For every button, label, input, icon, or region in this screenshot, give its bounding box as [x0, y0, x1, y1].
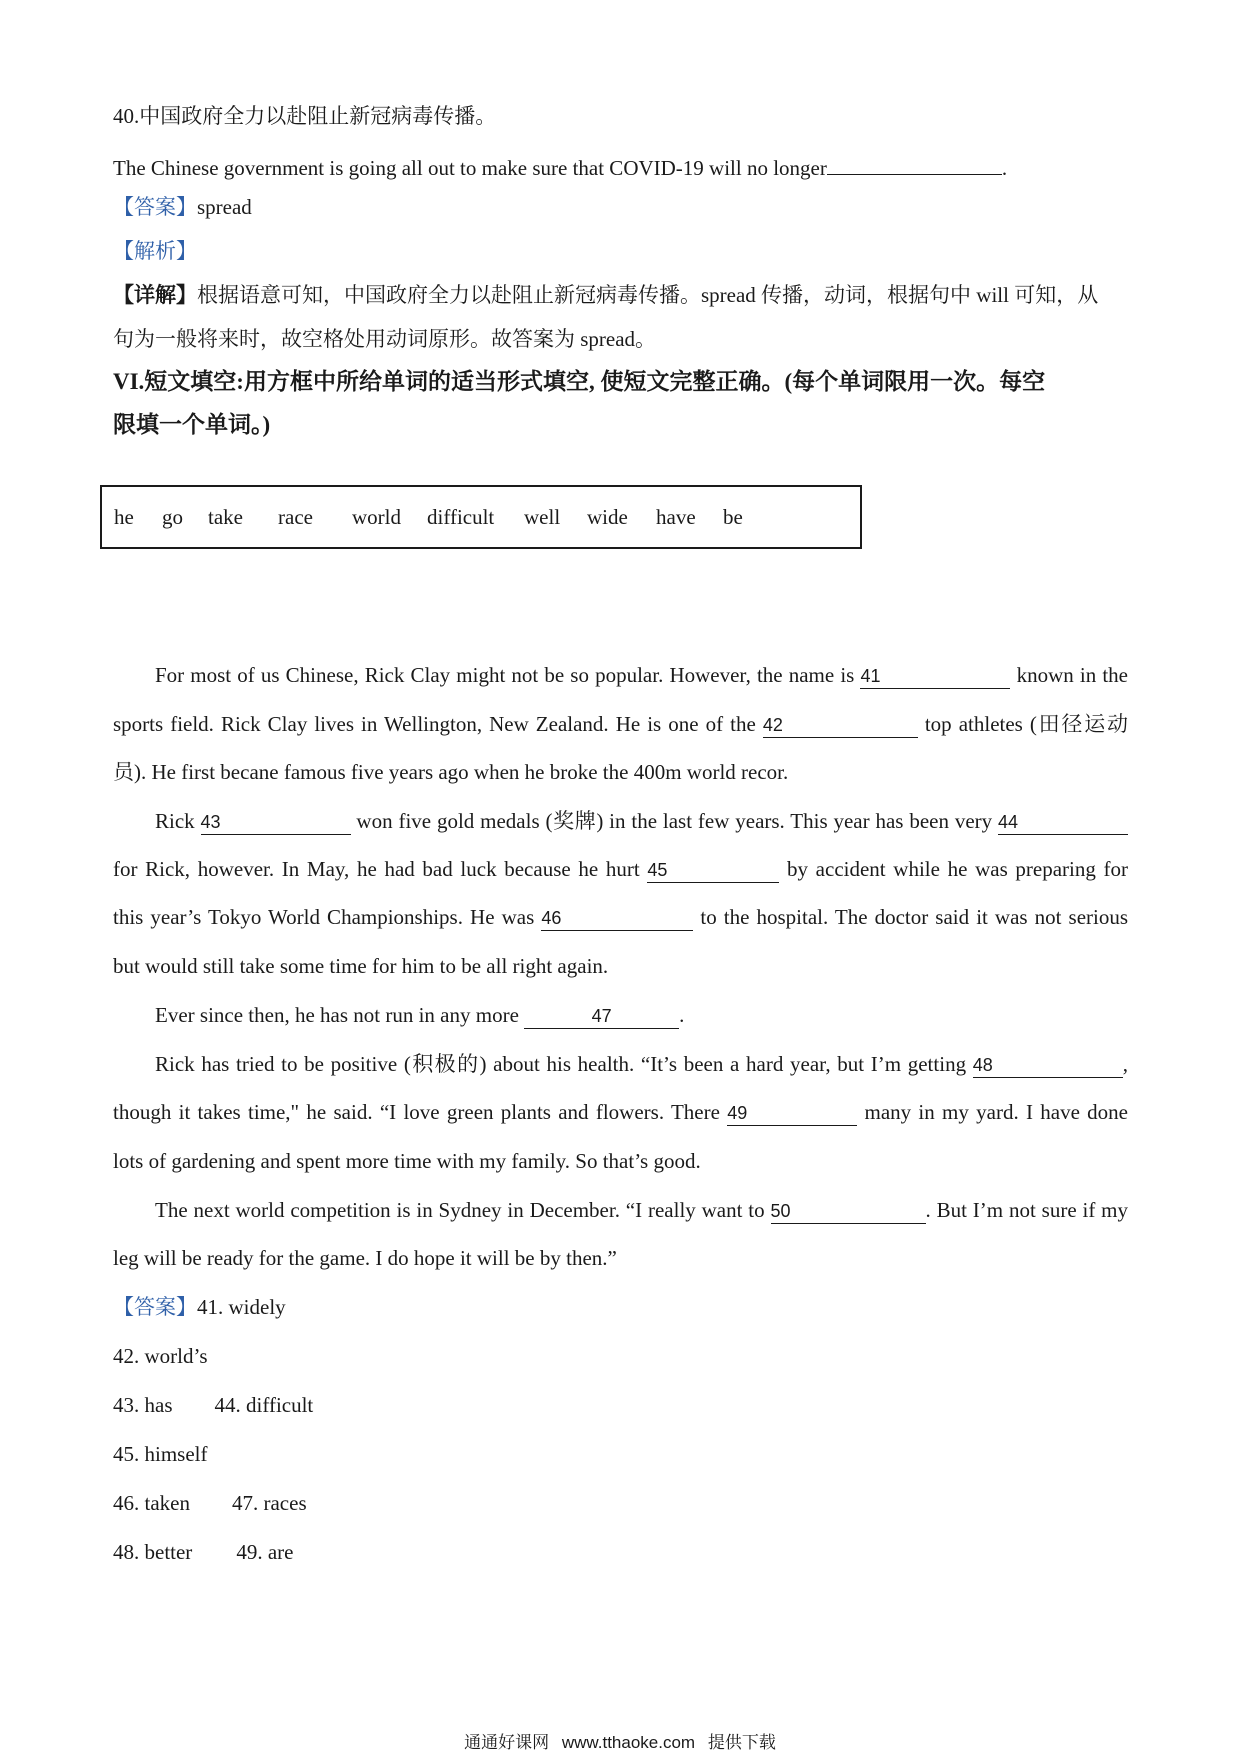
q40-sentence-text: The Chinese government is going all out to make sure that COVID-19 will no longer: [113, 156, 827, 180]
blank-44: 44: [998, 810, 1128, 835]
passage-text: Rick: [155, 809, 195, 833]
word-bank-item: take: [208, 505, 243, 529]
answer-line: [113, 1391, 1128, 1419]
q40-detail-line2: 句为一般将来时，故空格处用动词原形。故答案为 spread。: [113, 327, 657, 351]
passage-text: For most of us Chinese, Rick Clay might not be so popular. However, the name is: [155, 663, 855, 687]
footer-site-name: 通通好课网: [464, 1733, 550, 1752]
answer-line: [113, 1489, 1128, 1517]
footer-download: 提供下载: [707, 1733, 776, 1752]
word-bank-item: well: [524, 505, 561, 529]
passage-text: ,: [1122, 1052, 1128, 1076]
passage-text: won five gold medals (奖牌) in the last few years. This year has been very: [356, 809, 993, 833]
passage-text: to the hospital. The doctor said it was not serious: [700, 905, 1129, 929]
passage-text: .: [679, 1003, 685, 1027]
passage-text: The next world competition is in Sydney in December. “I really want to: [155, 1198, 765, 1222]
answer-48: 48. better: [113, 1540, 193, 1564]
answer-line: [113, 1293, 1128, 1321]
word-bank-item: race: [278, 505, 313, 529]
answer-41: 41. widely: [197, 1295, 286, 1319]
blank-41: 41: [860, 664, 1010, 689]
q40-prompt: 40.中国政府全力以赴阻止新冠病毒传播。: [113, 104, 497, 128]
passage-line: [155, 1050, 1128, 1078]
blank-49: 49: [727, 1101, 857, 1126]
passage-text: sports field. Rick Clay lives in Wellington, New Zealand. He is one of the: [113, 712, 756, 736]
passage-line: 员). He first becane famous five years ago when he broke the 400m world recor.: [113, 760, 789, 784]
q40-blank: [827, 150, 1002, 175]
passage-line: but would still take some time for him to be all right again.: [113, 954, 609, 978]
passage-line: [113, 855, 1128, 883]
blank-48: 48: [973, 1053, 1123, 1078]
blank-50: 50: [771, 1199, 926, 1224]
passage-text: many in my yard. I have done: [864, 1100, 1129, 1124]
answer-46: 46. taken: [113, 1491, 190, 1515]
blank-47: 47: [524, 1004, 679, 1029]
word-bank-item: go: [162, 505, 183, 529]
answer-49: 49. are: [236, 1540, 294, 1564]
passage-text: Rick has tried to be positive (积极的) about his health. “It’s been a hard year, but I’m getting: [155, 1052, 967, 1076]
section-heading-line1: VI.短文填空:用方框中所给单词的适当形式填空, 使短文完整正确。(每个单词限用一次。每空: [113, 369, 1046, 394]
word-bank-item: be: [723, 505, 743, 529]
page-footer: [0, 1728, 1240, 1753]
section-heading-line2: 限填一个单词。): [113, 412, 271, 437]
footer-url[interactable]: www.tthaoke.com: [561, 1733, 696, 1752]
answer-42: 42. world’s: [113, 1344, 208, 1368]
passage-line: [113, 1098, 1128, 1126]
q40-sentence: [113, 150, 1128, 182]
answer-tag: 【答案】: [113, 195, 197, 219]
passage-line: [155, 661, 1128, 689]
q40-detail-line1: [113, 281, 1128, 309]
word-bank-item: he: [114, 505, 134, 529]
passage-line: leg will be ready for the game. I do hope it will be by then.”: [113, 1246, 617, 1270]
passage-text: by accident while he was preparing for: [787, 857, 1129, 881]
word-bank-item: difficult: [427, 505, 495, 529]
passage-line: [155, 807, 1128, 835]
passage-text: though it takes time," he said. “I love green plants and flowers. There: [113, 1100, 720, 1124]
passage-line: [155, 1001, 1128, 1029]
analysis-tag: 【解析】: [113, 239, 197, 263]
passage-text: this year’s Tokyo World Championships. He was: [113, 905, 535, 929]
passage-line: lots of gardening and spent more time with my family. So that’s good.: [113, 1149, 701, 1173]
answer-45: 45. himself: [113, 1442, 208, 1466]
passage-line: [155, 1196, 1128, 1224]
answer-line: [113, 1538, 1128, 1566]
answer-tag: 【答案】: [113, 1295, 197, 1319]
blank-43: 43: [201, 810, 351, 835]
answer-43: 43. has: [113, 1393, 173, 1417]
passage-line: [113, 710, 1128, 738]
passage-text: Ever since then, he has not run in any more: [155, 1003, 519, 1027]
q40-sentence-end: .: [1001, 156, 1008, 180]
passage-text: known in the: [1016, 663, 1128, 687]
passage-text: for Rick, however. In May, he had bad luck because he hurt: [113, 857, 640, 881]
blank-46: 46: [541, 906, 693, 931]
word-bank-item: world: [352, 505, 401, 529]
q40-answer-line: [113, 193, 1128, 221]
blank-42: 42: [763, 713, 918, 738]
detail-text-1: 根据语意可知，中国政府全力以赴阻止新冠病毒传播。spread 传播，动词，根据句中 will 可知，从: [197, 283, 1099, 307]
answer-47: 47. races: [231, 1491, 307, 1515]
answer-44: 44. difficult: [214, 1393, 314, 1417]
passage-text: top athletes (田径运动: [924, 712, 1128, 736]
blank-45: 45: [647, 858, 779, 883]
word-bank-box: [100, 485, 862, 549]
q40-answer: spread: [197, 195, 252, 219]
passage-line: [113, 903, 1128, 931]
word-bank-item: have: [656, 505, 696, 529]
word-bank-item: wide: [587, 505, 628, 529]
passage-text: . But I’m not sure if my: [925, 1198, 1128, 1222]
detail-tag: 【详解】: [113, 283, 197, 307]
